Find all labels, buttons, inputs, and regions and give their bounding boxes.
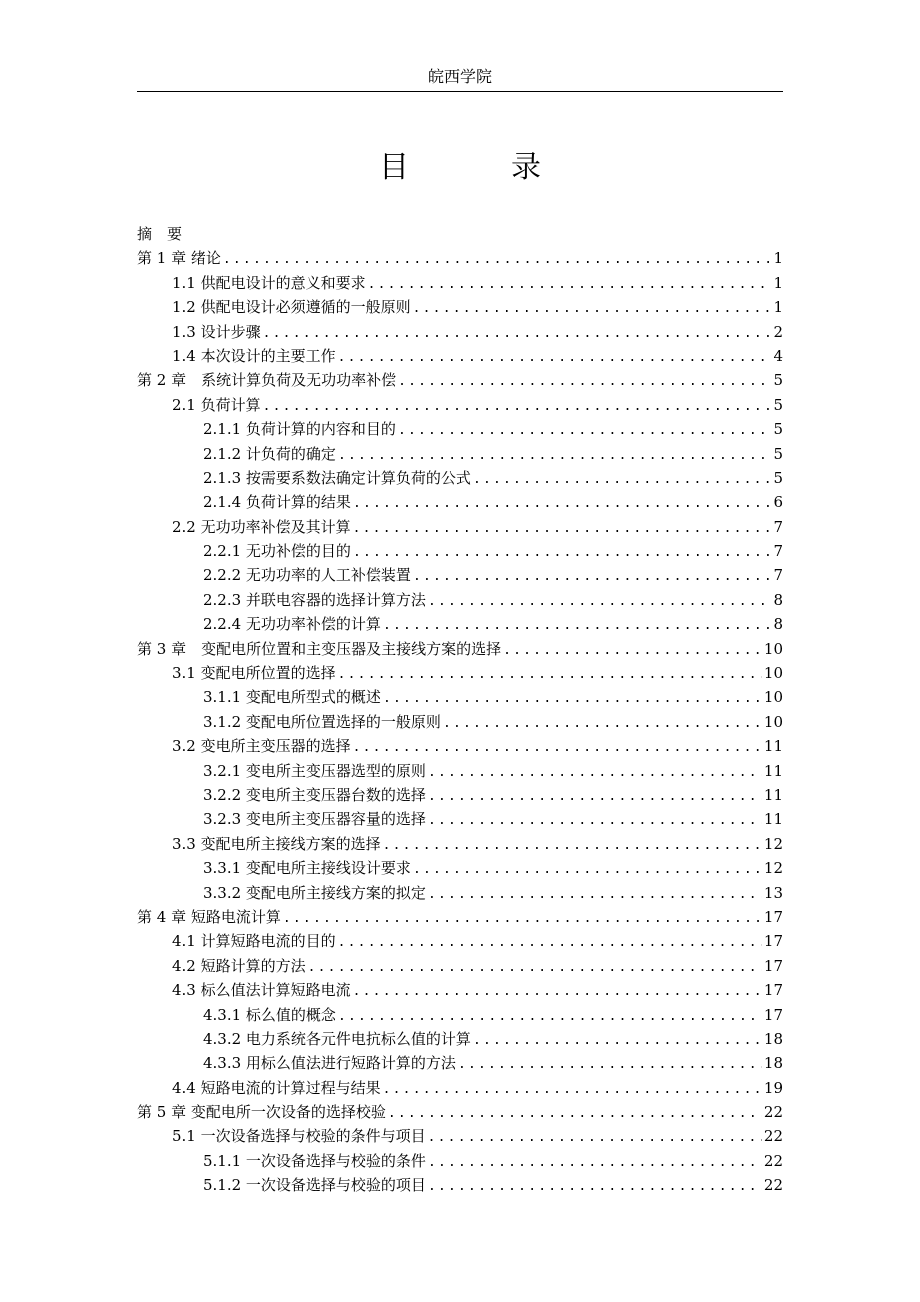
toc-entry[interactable]	[137, 1173, 783, 1197]
toc-entry[interactable]	[137, 344, 783, 368]
toc-leader-dots	[308, 956, 762, 980]
toc-page-number: 18	[763, 1029, 783, 1048]
toc-page-number: 6	[773, 493, 783, 512]
toc-entry-label: 3.1.1 变配电所型式的概述	[203, 688, 381, 707]
toc-entry-label: 3.2 变电所主变压器的选择	[172, 737, 351, 756]
toc-entry[interactable]	[137, 807, 783, 831]
toc-leader-dots	[398, 419, 772, 443]
toc-entry[interactable]	[137, 1003, 783, 1027]
toc-leader-dots	[338, 931, 762, 955]
toc-leader-dots	[353, 517, 772, 541]
toc-entry-label: 2.1 负荷计算	[172, 395, 261, 414]
running-header: 皖西学院	[427, 67, 492, 86]
toc-entry[interactable]	[137, 661, 783, 685]
toc-entry[interactable]	[137, 612, 783, 636]
toc-page-number: 5	[773, 420, 783, 439]
toc-entry-label: 2.1.1 负荷计算的内容和目的	[203, 420, 396, 439]
toc-leader-dots	[338, 346, 772, 370]
toc-page-number: 7	[773, 542, 783, 561]
toc-page-number: 11	[763, 761, 783, 780]
toc-entry[interactable]	[137, 759, 783, 783]
toc-entry[interactable]	[137, 954, 783, 978]
toc-page-number: 17	[763, 1005, 783, 1024]
toc-leader-dots	[473, 1029, 762, 1053]
toc-page-number: 17	[763, 932, 783, 951]
toc-entry-label: 5.1 一次设备选择与校验的条件与项目	[172, 1127, 426, 1146]
toc-leader-dots	[263, 322, 772, 346]
toc-entry-label: 3.1.2 变配电所位置选择的一般原则	[203, 712, 441, 731]
toc-entry[interactable]	[137, 368, 783, 392]
toc-leader-dots	[428, 785, 762, 809]
toc-entry[interactable]	[137, 588, 783, 612]
toc-page-number: 17	[763, 981, 783, 1000]
toc-page-number: 8	[773, 590, 783, 609]
toc-entry[interactable]	[137, 320, 783, 344]
toc-entry[interactable]	[137, 978, 783, 1002]
toc-leader-dots	[353, 492, 772, 516]
toc-entry-label: 2.2.4 无功功率补偿的计算	[203, 615, 381, 634]
toc-entry[interactable]	[137, 1100, 783, 1124]
toc-entry[interactable]	[137, 685, 783, 709]
toc-leader-dots	[428, 590, 772, 614]
toc-entry[interactable]	[137, 466, 783, 490]
toc-leader-dots	[443, 712, 762, 736]
toc-entry[interactable]	[137, 881, 783, 905]
toc-leader-dots	[473, 468, 772, 492]
toc-page-number: 1	[773, 298, 783, 317]
toc-leader-dots	[353, 980, 762, 1004]
toc-entry[interactable]	[137, 539, 783, 563]
toc-page-number: 2	[773, 322, 783, 341]
toc-page-number: 17	[763, 956, 783, 975]
toc-leader-dots	[338, 444, 772, 468]
toc-leader-dots	[368, 273, 772, 297]
toc-leader-dots	[353, 736, 762, 760]
toc-entry-label: 摘 要	[137, 225, 183, 243]
toc-entry[interactable]	[137, 1027, 783, 1051]
toc-page-number: 4	[773, 346, 783, 365]
toc-entry-label: 5.1.2 一次设备选择与校验的项目	[203, 1176, 426, 1195]
toc-page-number: 5	[773, 468, 783, 487]
toc-leader-dots	[413, 858, 762, 882]
toc-page-number: 11	[763, 810, 783, 829]
toc-page-number: 19	[763, 1078, 783, 1097]
toc-leader-dots	[283, 907, 762, 931]
toc-entry[interactable]	[137, 734, 783, 758]
toc-page-number: 10	[763, 712, 783, 731]
page-title: 目 录	[379, 150, 577, 185]
toc-page-number: 5	[773, 444, 783, 463]
toc-entry-label: 1.3 设计步骤	[172, 322, 261, 341]
toc-page-number: 22	[763, 1176, 783, 1195]
toc-entry[interactable]	[137, 295, 783, 319]
toc-leader-dots	[428, 1151, 762, 1175]
toc-entry-label: 3.3 变配电所主接线方案的选择	[172, 834, 381, 853]
toc-entry-label: 1.1 供配电设计的意义和要求	[172, 273, 366, 292]
toc-entry[interactable]	[137, 515, 783, 539]
toc-leader-dots	[338, 1005, 762, 1029]
toc-entry-label: 3.3.1 变配电所主接线设计要求	[203, 859, 411, 878]
toc-page-number: 1	[773, 249, 783, 268]
toc-entry-label: 4.3 标么值法计算短路电流	[172, 981, 351, 1000]
toc-entry[interactable]	[137, 1076, 783, 1100]
toc-entry-label: 第 1 章 绪论	[137, 249, 221, 268]
toc-entry[interactable]	[137, 832, 783, 856]
toc-entry-label: 3.1 变配电所位置的选择	[172, 664, 336, 683]
toc-entry[interactable]	[137, 1124, 783, 1148]
toc-entry-label: 3.2.1 变电所主变压器选型的原则	[203, 761, 426, 780]
toc-entry-label: 4.2 短路计算的方法	[172, 956, 306, 975]
toc-leader-dots	[428, 1126, 762, 1150]
toc-page-number: 10	[763, 639, 783, 658]
toc-page-number: 17	[763, 907, 783, 926]
toc-entry-label: 1.4 本次设计的主要工作	[172, 346, 336, 365]
toc-leader-dots	[353, 541, 772, 565]
toc-entry[interactable]	[137, 246, 783, 270]
toc-page-number: 7	[773, 517, 783, 536]
toc-leader-dots	[338, 663, 762, 687]
toc-page-number: 1	[773, 273, 783, 292]
toc-entry[interactable]	[137, 1149, 783, 1173]
toc-entry-label: 第 3 章 变配电所位置和主变压器及主接线方案的选择	[137, 639, 502, 658]
toc-page-number: 10	[763, 664, 783, 683]
toc-entry[interactable]	[137, 1051, 783, 1075]
toc-entry[interactable]	[137, 783, 783, 807]
toc-leader-dots	[223, 248, 772, 272]
toc-leader-dots	[458, 1053, 762, 1077]
toc-page-number: 13	[763, 883, 783, 902]
toc-page-number: 5	[773, 371, 783, 390]
toc-entry-label: 3.2.3 变电所主变压器容量的选择	[203, 810, 426, 829]
toc-entry[interactable]	[137, 442, 783, 466]
toc-entry-label: 第 2 章 系统计算负荷及无功功率补偿	[137, 371, 397, 390]
toc-entry-label: 2.2.3 并联电容器的选择计算方法	[203, 590, 426, 609]
toc-leader-dots	[503, 639, 762, 663]
toc-leader-dots	[398, 370, 771, 394]
toc-entry-label: 1.2 供配电设计必须遵循的一般原则	[172, 298, 411, 317]
toc-entry[interactable]	[137, 222, 783, 246]
toc-entry-label: 第 4 章 短路电流计算	[137, 907, 281, 926]
toc-leader-dots	[413, 297, 772, 321]
toc-entry-label: 4.1 计算短路电流的目的	[172, 932, 336, 951]
toc-leader-dots	[383, 1078, 762, 1102]
toc-entry-label: 2.1.4 负荷计算的结果	[203, 493, 351, 512]
toc-entry[interactable]	[137, 710, 783, 734]
toc-entry[interactable]	[137, 905, 783, 929]
toc-leader-dots	[383, 834, 762, 858]
toc-page-number: 8	[773, 615, 783, 634]
toc-entry-label: 3.3.2 变配电所主接线方案的拟定	[203, 883, 426, 902]
toc-leader-dots	[388, 1102, 762, 1126]
toc-page-number: 22	[763, 1103, 783, 1122]
toc-entry-label: 5.1.1 一次设备选择与校验的条件	[203, 1151, 426, 1170]
toc-entry-label: 4.3.1 标么值的概念	[203, 1005, 336, 1024]
toc-entry[interactable]	[137, 417, 783, 441]
toc-entry-label: 2.2.2 无功功率的人工补偿装置	[203, 566, 411, 585]
toc-entry-label: 2.2 无功功率补偿及其计算	[172, 517, 351, 536]
toc-page-number: 12	[763, 859, 783, 878]
toc-leader-dots	[383, 687, 762, 711]
toc-entry-label: 3.2.2 变电所主变压器台数的选择	[203, 785, 426, 804]
toc-entry[interactable]	[137, 393, 783, 417]
toc-leader-dots	[428, 761, 762, 785]
toc-entry[interactable]	[137, 271, 783, 295]
toc-entry-label: 2.1.3 按需要系数法确定计算负荷的公式	[203, 468, 471, 487]
toc-entry-label: 第 5 章 变配电所一次设备的选择校验	[137, 1103, 386, 1122]
toc-leader-dots	[383, 614, 772, 638]
toc-page-number: 10	[763, 688, 783, 707]
toc-page-number: 5	[773, 395, 783, 414]
toc-entry[interactable]	[137, 856, 783, 880]
toc-entry[interactable]	[137, 929, 783, 953]
toc-entry-label: 4.3.3 用标么值法进行短路计算的方法	[203, 1054, 456, 1073]
header-rule	[137, 91, 783, 92]
toc-leader-dots	[263, 395, 772, 419]
toc-entry[interactable]	[137, 637, 783, 661]
toc-page-number: 11	[763, 785, 783, 804]
toc-leader-dots	[428, 883, 762, 907]
toc-leader-dots	[428, 809, 762, 833]
toc-entry-label: 2.2.1 无功补偿的目的	[203, 542, 351, 561]
toc-page-number: 22	[763, 1127, 783, 1146]
toc-page-number: 12	[763, 834, 783, 853]
toc-page-number: 18	[763, 1054, 783, 1073]
toc-entry-label: 4.3.2 电力系统各元件电抗标么值的计算	[203, 1029, 471, 1048]
table-of-contents	[137, 222, 783, 1198]
toc-entry[interactable]	[137, 490, 783, 514]
toc-leader-dots	[413, 565, 772, 589]
toc-entry[interactable]	[137, 563, 783, 587]
toc-entry-label: 2.1.2 计负荷的确定	[203, 444, 336, 463]
toc-leader-dots	[428, 1175, 762, 1199]
toc-page-number: 7	[773, 566, 783, 585]
toc-page-number: 22	[763, 1151, 783, 1170]
toc-entry-label: 4.4 短路电流的计算过程与结果	[172, 1078, 381, 1097]
toc-page-number: 11	[763, 737, 783, 756]
